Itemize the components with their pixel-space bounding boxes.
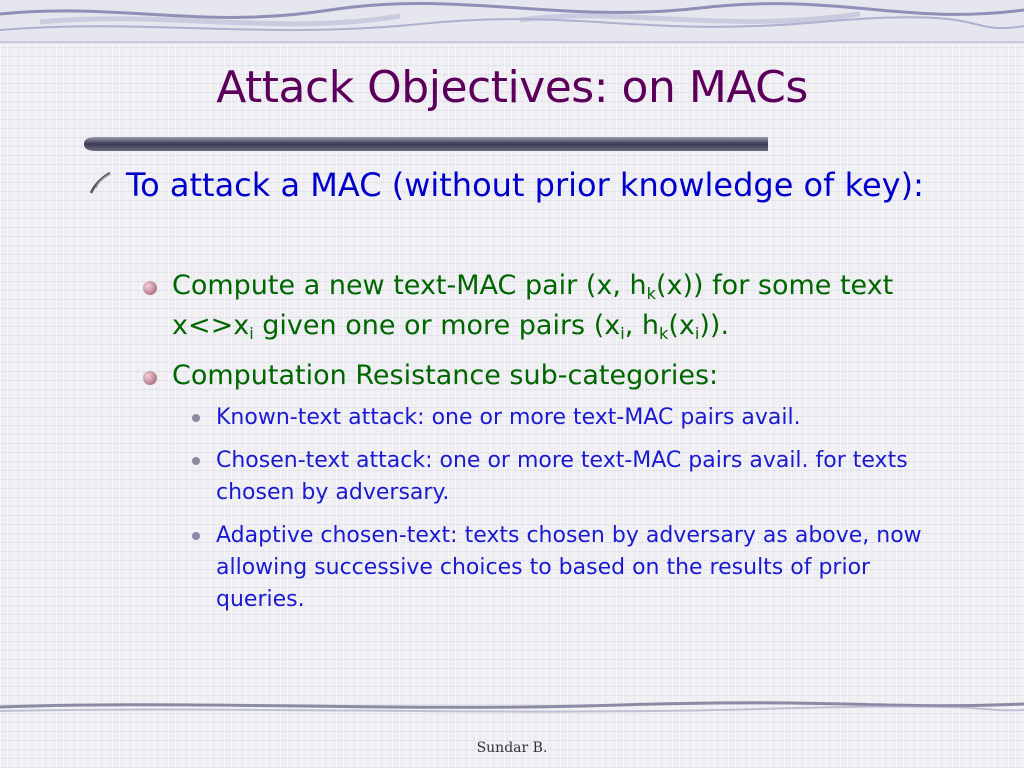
bullet-level2-text: Computation Resistance sub-categories:	[172, 360, 719, 391]
small-bullet-icon	[190, 412, 202, 424]
bullet-level3-text: Adaptive chosen-text: texts chosen by adversary as above, now allowing successive choices to based on the results of prior queries.	[216, 523, 922, 612]
bullet-level1-text: To attack a MAC (without prior knowledge of key):	[126, 166, 924, 204]
small-bullet-icon	[190, 455, 202, 467]
bullet-level2-text: Compute a new text-MAC pair (x, $h_k(x)$) for some text $x<>x_i$ given one or more pairs ($x_i$, $h_k(x_i)$).	[172, 270, 894, 343]
slide-title: Attack Objectives: on MACs	[216, 62, 808, 113]
round-bullet-icon	[141, 279, 159, 297]
feather-bullet-icon	[88, 170, 114, 196]
slide-footer: Sundar B.	[476, 740, 548, 756]
round-bullet-icon	[141, 369, 159, 387]
bullet-level3-text: Chosen-text attack: one or more text-MAC pairs avail. for texts chosen by adversary.	[216, 448, 908, 505]
bullet-level3-text: Known-text attack: one or more text-MAC pairs avail.	[216, 405, 801, 430]
small-bullet-icon	[190, 530, 202, 542]
